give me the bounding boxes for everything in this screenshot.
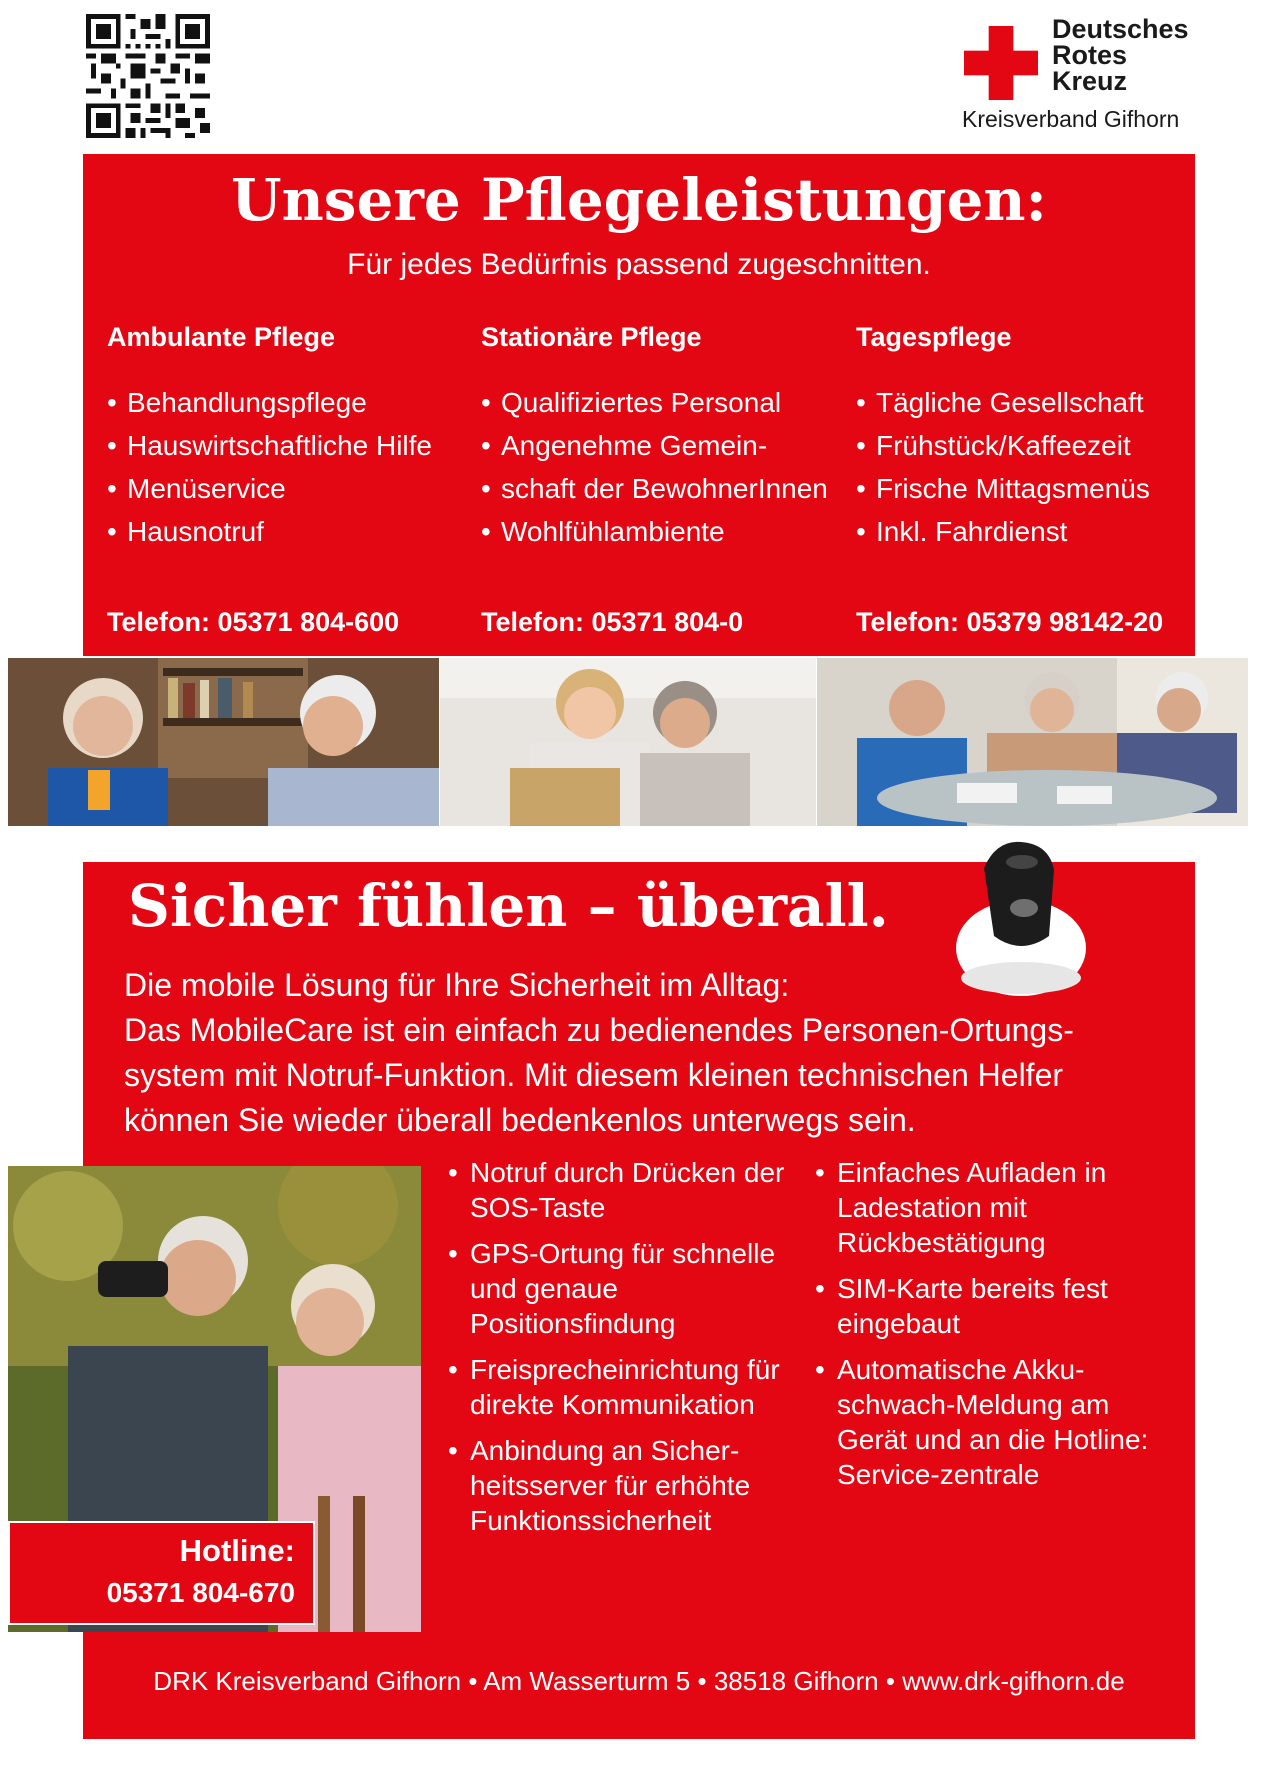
list-item: • Hauswirtschaftliche Hilfe — [107, 424, 477, 467]
logo-subtitle: Kreisverband Gifhorn — [962, 106, 1180, 132]
list-item: • Behandlungspflege — [107, 381, 477, 424]
hotline-label: Hotline: — [179, 1533, 295, 1568]
phone-stationaer: Telefon: 05371 804-0 — [481, 607, 744, 637]
qr-code — [86, 14, 210, 138]
phone-ambulant: Telefon: 05371 804-600 — [107, 607, 400, 637]
logo-line-1: Deutsches — [1052, 14, 1189, 44]
care-subtitle: Für jedes Bedürfnis passend zugeschnitten. — [347, 248, 931, 281]
list-item: • Einfaches Aufladen in Ladestation mit Rückbestätigung — [815, 1155, 1175, 1260]
red-cross-icon — [964, 26, 1038, 100]
list-item: • Inkl. Fahrdienst — [856, 510, 1186, 553]
column-title-stationaer: Stationäre Pflege — [481, 322, 702, 352]
intro-line: system mit Notruf-Funktion. Mit diesem kleinen technischen Helfer — [124, 1057, 1064, 1093]
footer-address: DRK Kreisverband Gifhorn • Am Wasserturm 5 • 38518 Gifhorn • www.drk-gifhorn.de — [153, 1666, 1125, 1696]
features-left-list — [448, 1155, 788, 1549]
list-item: • Angenehme Gemein- — [481, 424, 856, 467]
mobilecare-title: Sicher fühlen – überall. — [128, 872, 889, 940]
column-title-ambulant: Ambulante Pflege — [107, 322, 336, 352]
list-item-continuation: • schaft der BewohnerInnen — [481, 467, 856, 510]
intro-line: Die mobile Lösung für Ihre Sicherheit im Alltag: — [124, 967, 790, 1003]
list-item: • Frühstück/Kaffeezeit — [856, 424, 1186, 467]
list-item: • Tägliche Gesellschaft — [856, 381, 1186, 424]
list-item: • Qualifiziertes Personal — [481, 381, 856, 424]
photo-seniors-playing-bingo — [817, 658, 1248, 826]
list-item: • Frische Mittagsmenüs — [856, 467, 1186, 510]
photo-caregiver-senior — [440, 658, 816, 826]
photo-senior-couple — [8, 658, 439, 826]
list-item: • Automatische Akku-schwach-Meldung am Gerät und an die Hotline: Service-zentrale — [815, 1352, 1175, 1492]
list-item: • Menüservice — [107, 467, 477, 510]
logo-line-2: Rotes — [1052, 40, 1128, 70]
ambulant-list — [107, 381, 477, 553]
care-title: Unsere Pflegeleistungen: — [231, 166, 1047, 234]
mobilecare-intro — [124, 963, 1184, 1143]
intro-line: Das MobileCare ist ein einfach zu bedienendes Personen-Ortungs- — [124, 1012, 1074, 1048]
phone-tagespflege: Telefon: 05379 98142-20 — [856, 607, 1164, 637]
list-item: • GPS-Ortung für schnelle und genaue Positionsfindung — [448, 1236, 788, 1341]
tagespflege-list — [856, 381, 1186, 553]
logo-line-3: Kreuz — [1052, 66, 1128, 96]
list-item: • Freisprecheinrichtung für direkte Kommunikation — [448, 1352, 788, 1422]
hotline-box — [8, 1521, 315, 1625]
list-item: • SIM-Karte bereits fest eingebaut — [815, 1271, 1175, 1341]
list-item: • Anbindung an Sicher-heitsserver für erhöhte Funktionssicherheit — [448, 1433, 788, 1538]
hotline-number: 05371 804-670 — [106, 1577, 295, 1608]
column-title-tagespflege: Tagespflege — [856, 322, 1012, 352]
intro-line: können Sie wieder überall bedenkenlos unterwegs sein. — [124, 1102, 916, 1138]
features-right-list — [815, 1155, 1175, 1503]
list-item: • Hausnotruf — [107, 510, 477, 553]
stationaer-list — [481, 381, 856, 553]
list-item: • Notruf durch Drücken der SOS-Taste — [448, 1155, 788, 1225]
logo-wordmark — [1052, 16, 1189, 94]
list-item: • Wohlfühlambiente — [481, 510, 856, 553]
